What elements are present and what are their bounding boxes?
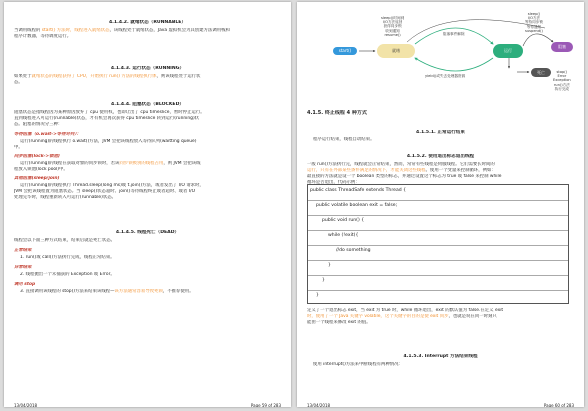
heading-dead: 4.1.4.5. 线程死亡（DEAD）: [115, 230, 180, 235]
diagram-label-yield: yield()或失去处理器资源: [425, 74, 466, 78]
para-line: [307, 320, 574, 325]
footer-date: 13/04/2018: [307, 403, 331, 407]
para-line: 使用 interrupt()方法来中断线程有两种情况：: [313, 362, 403, 367]
highlight-text: start() 方法时，线程进入就绪状态: [41, 28, 110, 33]
node-dead: 死亡: [531, 68, 551, 77]
list-item: 2. 线程抛出一个未捕获的 Exception 或 Error。: [20, 272, 115, 277]
text-segment: 循环是否退出，代码示例：: [307, 180, 360, 185]
code-line: }: [316, 293, 319, 298]
text-segment: 直到线程进入可运行(runnable)状态，才有机会再次获得 cpu timeslice 转到运行(running)状: [14, 116, 200, 121]
subtitle-stop: 调用 stop: [14, 282, 36, 287]
para-line: [20, 161, 281, 166]
text-segment: 阻塞状态是指线程因为某种原因放弃了 cpu 使用权，也即让出了 cpu timeslice，暂时停止运行。: [14, 110, 205, 115]
text-segment: 态。: [14, 80, 23, 85]
subtitle-sync-blocked: 同步阻塞(lock->锁池): [14, 154, 60, 159]
code-line: while (!exit){: [328, 233, 359, 238]
highlight-text: 同步锁被别的线程占用: [119, 161, 164, 166]
text-segment: 程序计数器，等待调度运行。: [14, 34, 72, 39]
subtitle-exception-end: 异常结束: [14, 265, 32, 270]
para-line: [14, 110, 281, 115]
diagram-label-unblock-causes: sleep()时间到 I/O方法返回 获得同步锁 收到通知 resume(): [381, 16, 405, 37]
text-segment: 程放入锁池(lock pool)中。: [14, 167, 68, 172]
highlight-text: 时，使用了一个 Java 关键字 volatile，这个关键字的目的是使 exit 同步: [307, 314, 449, 319]
code-line: }: [322, 278, 325, 283]
code-line: public class ThreadSafe extends Thread {: [310, 188, 407, 193]
list-item: 1. run()或 call()方法执行完成，线程正常结束。: [20, 255, 115, 260]
node-blocked: 阻塞: [551, 42, 573, 52]
text-segment: 最直接的方法就是设一个 boolean 类型的标志，并通过设置这个标志为 true 或 false 来控制 while: [307, 174, 502, 179]
highlight-text: 就绪状态的线程获得了 CPU，开始执行 run() 方法的线程执行体: [31, 74, 157, 79]
heading-blocked: 4.1.4.4. 阻塞状态（BLOCKED）: [111, 102, 184, 107]
footer-date: 13/04/2018: [14, 403, 38, 407]
text-segment: 如果处于: [14, 74, 32, 79]
para-line: [307, 314, 574, 319]
para-line: [14, 122, 281, 127]
para-line: [14, 34, 281, 39]
para-line: [14, 74, 281, 79]
footer-page-number: Page 59 of 283: [250, 403, 281, 407]
node-running: 运行: [493, 44, 523, 58]
diagram-label-unblock: 阻塞事件解除: [443, 32, 465, 36]
para-line: [14, 28, 281, 33]
highlight-text: 运行，只有在外部某些条件满足的情况下，才能关闭这些线程: [307, 168, 426, 173]
para-line: [14, 167, 281, 172]
node-start: start(): [333, 47, 357, 55]
heading-exit-flag: 4.1.5.2. 使用退出标志退出线程: [406, 154, 475, 159]
left-page-content: [14, 2, 281, 407]
subtitle-other-blocked: 其他阻塞(sleep/join): [14, 176, 60, 181]
diagram-label-block-causes: sleep() I/O方法 等待同步锁 等待通知 suspend(): [525, 12, 543, 33]
code-line: //do something: [336, 248, 371, 253]
text-segment: 一般 run()方法执行完，线程就会正常结束，然而，常常有些线程是伺服线程。它们需要长时间的: [307, 162, 495, 167]
para-line: [14, 80, 281, 85]
para-line: 处理完毕时，线程重新转入可运行(runnable)状态。: [14, 195, 117, 200]
para-line: 程序运行结束，线程自动结束。: [313, 137, 375, 142]
para-line: 运行(running)的线程执行 o.wait()方法，JVM 会把该线程放入等待队列(waitting queue): [20, 139, 197, 144]
right-page: [297, 2, 584, 407]
para-line: 线程会以下面三种方式结束，结束后就是死亡状态。: [14, 238, 115, 243]
text-segment: 定义了一个退出标志 exit，当 exit 为 true 时，while 循环退出，exit 的默认值为 false.在定义 exit: [307, 308, 504, 313]
heading-interrupt: 4.1.5.3. Interrupt 方法结束线程: [403, 354, 478, 359]
code-line: public volatile boolean exit = false;: [316, 203, 398, 208]
list-item: [20, 289, 281, 294]
text-segment: ，则 JVM 会把该线: [163, 161, 201, 166]
text-segment: 运行(running)的线程在获取对象的同步锁时，若该: [20, 161, 120, 166]
text-segment: 态。阻塞的情况分三种：: [14, 122, 63, 127]
text-segment: 。使用一个变量来控制循环，例如：: [425, 168, 496, 173]
subtitle-wait-blocked: 等待阻塞（o.wait->等待对列）：: [14, 132, 81, 137]
para-line: [307, 308, 574, 313]
code-line: public void run() {: [322, 218, 365, 223]
node-ready: 就绪: [377, 44, 415, 58]
code-line: }: [328, 263, 331, 268]
text-segment: ，该线程处于就绪状态，Java 虚拟机会为其创建方法调用栈和: [109, 28, 230, 33]
text-segment: 3. 直接调用该线程的 stop()方法来结束该线程—: [20, 289, 115, 294]
para-line: [14, 116, 281, 121]
heading-terminate: 4.1.5. 终止线程 4 种方式: [307, 110, 367, 116]
text-segment: ，不推荐使用。: [162, 289, 194, 294]
text-segment: 能由一个线程来修改 exit 的值。: [307, 320, 371, 325]
text-segment: 当调用线程的: [14, 28, 42, 33]
subtitle-normal-end: 正常结束: [14, 248, 32, 253]
footer-page-number: Page 60 of 283: [543, 403, 574, 407]
para-line: JVM 会把该线程置为阻塞状态。当 sleep()状态超时、join()等待线程终止或者超时、或者 I/O: [14, 189, 196, 194]
highlight-text: 该方法通常容易导致死锁: [114, 289, 163, 294]
text-segment: ，也就是说在同一时刻只: [448, 314, 497, 319]
para-line: 中。: [14, 145, 23, 150]
diagram-label-stop: stop() Error Exception run()方法 执行完成: [553, 70, 571, 91]
heading-runnable: 4.1.4.2. 就绪状态（RUNNABLE）: [108, 20, 186, 25]
text-segment: ，则该线程处于运行状: [156, 74, 201, 79]
para-line: 运行(running)的线程执行 Thread.sleep(long ms)或 t.join()方法，或者发出了 I/O 请求时，: [20, 183, 204, 188]
left-page: [4, 2, 291, 407]
right-page-content-lower: [307, 2, 574, 407]
heading-normal-exit: 4.1.5.1. 正常运行结束: [416, 130, 465, 135]
heading-running: 4.1.4.3. 运行状态（RUNNING）: [110, 66, 185, 71]
